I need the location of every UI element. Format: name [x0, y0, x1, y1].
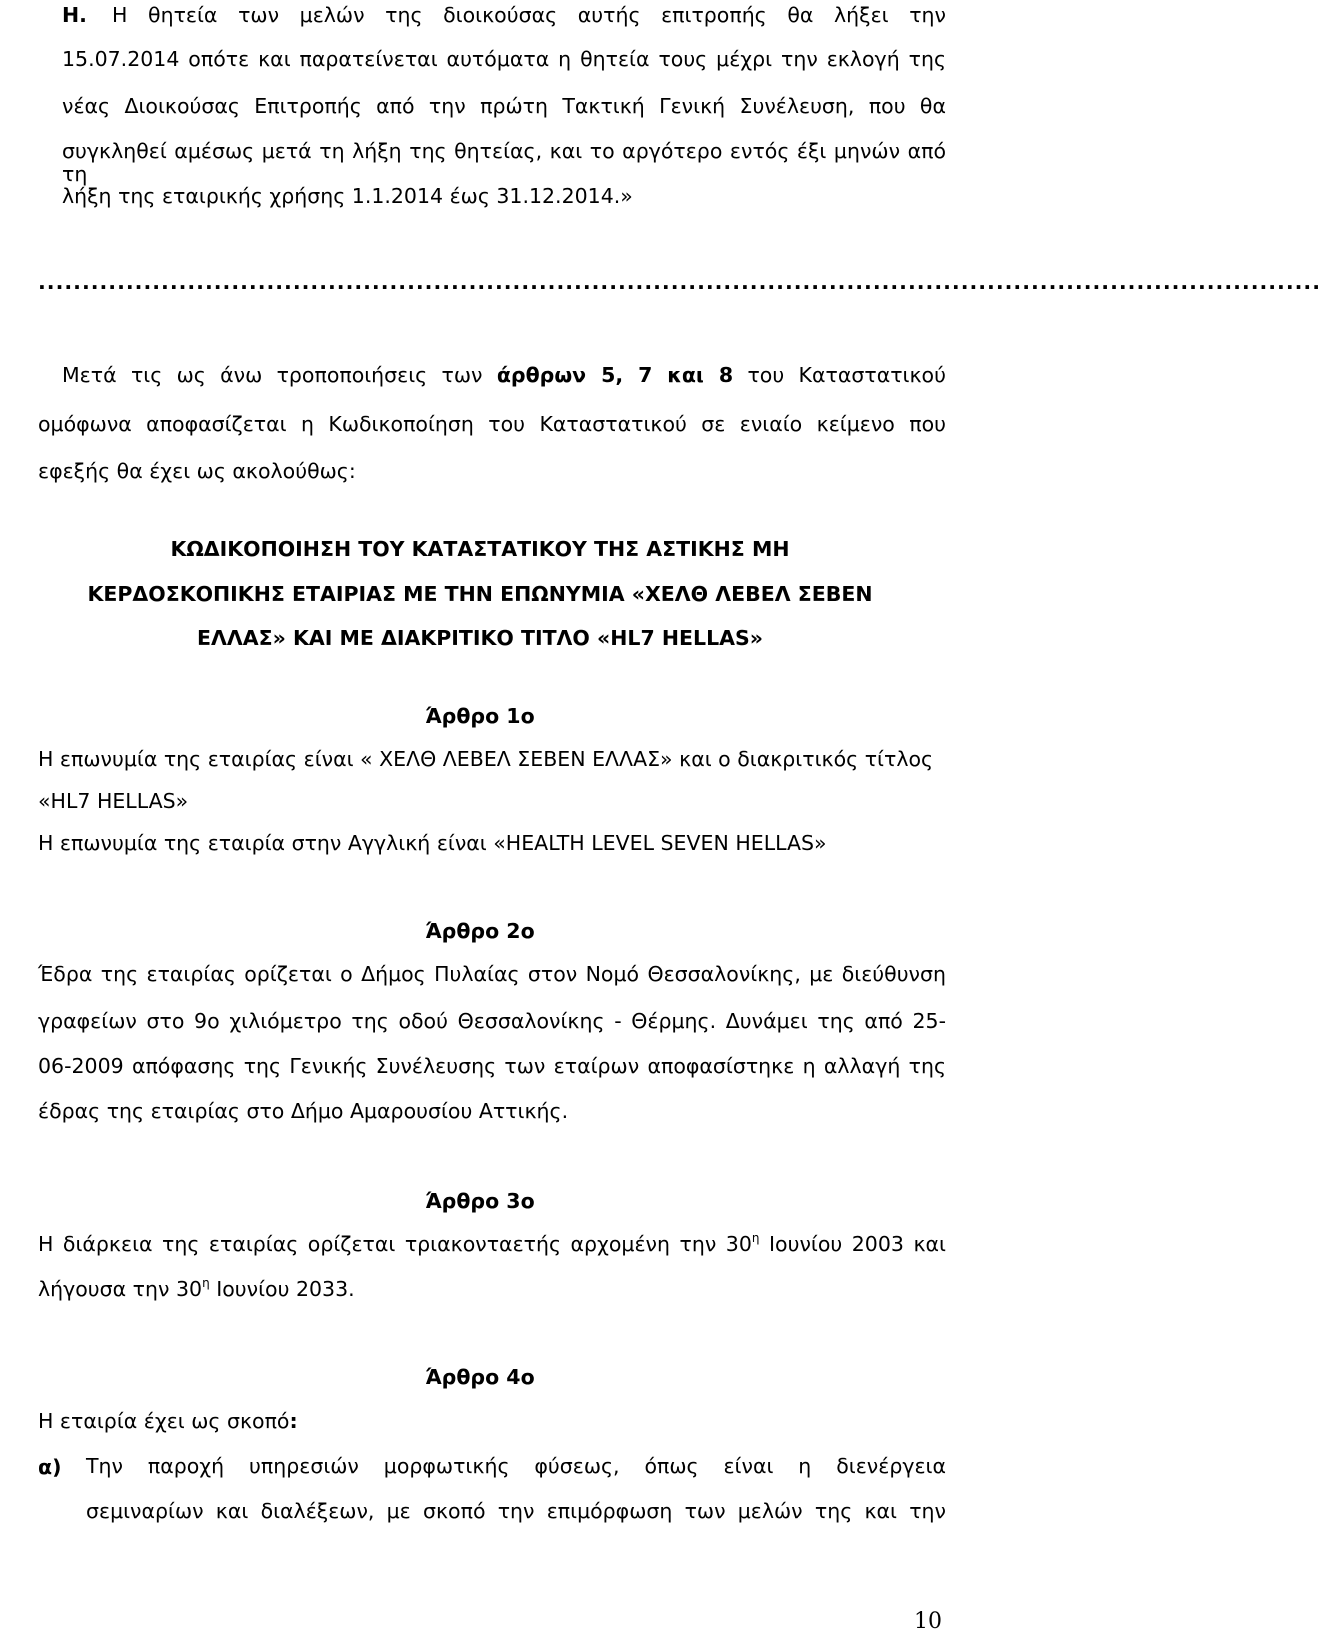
ordinal-superscript: η — [751, 1231, 760, 1245]
item-a-label: α) — [38, 1455, 62, 1479]
article-2-line-2: γραφείων στο 9ο χιλιόμετρο της οδού Θεσσαλονίκης - Θέρμης. Δυνάμει της από 25- — [38, 1009, 946, 1033]
intro-line-1: Μετά τις ως άνω τροποποιήσεις των άρθρων 5, 7 και 8 του Καταστατικού — [62, 363, 946, 387]
clause-label: Η. — [62, 3, 87, 27]
article-4-title: Άρθρο 4ο — [425, 1365, 535, 1389]
clause-line-2: 15.07.2014 οπότε και παρατείνεται αυτόματα η θητεία τους μέχρι την εκλογή της — [62, 47, 946, 71]
article-3-title: Άρθρο 3ο — [425, 1189, 535, 1213]
ordinal-superscript: η — [202, 1276, 210, 1290]
article-2-title: Άρθρο 2ο — [425, 919, 535, 943]
article-3-line-1: Η διάρκεια της εταιρίας ορίζεται τριακονταετής αρχομένη την $30^\eta$ Ιουνίου 2003 και — [38, 1231, 946, 1256]
intro-line-2: ομόφωνα αποφασίζεται η Κωδικοποίηση του Καταστατικού σε ενιαίο κείμενο που — [38, 412, 946, 436]
article-2-line-1: Έδρα της εταιρίας ορίζεται ο Δήμος Πυλαίας στον Νομό Θεσσαλονίκης, με διεύθυνση — [38, 962, 946, 986]
clause-line-5: λήξη της εταιρικής χρήσης 1.1.2014 έως 31.12.2014.» — [62, 184, 633, 208]
article-1-line-1: Η επωνυμία της εταιρίας είναι « ΧΕΛΘ ΛΕΒΕΛ ΣΕΒΕΝ ΕΛΛΑΣ» και ο διακριτικός τίτλος — [38, 747, 934, 771]
article-1-line-2: «HL7 HELLAS» — [38, 789, 189, 813]
heading-line-3: ΕΛΛΑΣ» ΚΑΙ ΜΕ ΔΙΑΚΡΙΤΙΚΟ ΤΙΤΛΟ «HL7 HELLAS» — [196, 626, 764, 650]
article-1-title: Άρθρο 1ο — [425, 704, 535, 728]
heading-line-2: ΚΕΡΔΟΣΚΟΠΙΚΗΣ ΕΤΑΙΡΙΑΣ ΜΕ ΤΗΝ ΕΠΩΝΥΜΙΑ «ΧΕΛΘ ΛΕΒΕΛ ΣΕΒΕΝ — [87, 582, 873, 606]
clause-line-3: νέας Διοικούσας Επιτροπής από την πρώτη Τακτική Γενική Συνέλευση, που θα — [62, 94, 946, 118]
article-1-line-3: Η επωνυμία της εταιρία στην Αγγλική είναι «HEALTH LEVEL SEVEN HELLAS» — [38, 831, 827, 855]
item-a-line-2: σεμιναρίων και διαλέξεων, με σκοπό την επιμόρφωση των μελών της και την — [86, 1499, 946, 1523]
articles-reference: άρθρων 5, 7 και 8 — [496, 363, 734, 387]
intro-line-3: εφεξής θα έχει ως ακολούθως: — [38, 459, 356, 483]
clause-line-1: Η θητεία των μελών της διοικούσας αυτής επιτροπής θα λήξει την — [112, 3, 946, 27]
heading-line-1: ΚΩΔΙΚΟΠΟΙΗΣΗ ΤΟΥ ΚΑΤΑΣΤΑΤΙΚΟΥ ΤΗΣ ΑΣΤΙΚΗΣ ΜΗ — [170, 537, 790, 561]
article-2-line-3: 06-2009 απόφασης της Γενικής Συνέλευσης των εταίρων αποφασίστηκε η αλλαγή της — [38, 1054, 946, 1078]
item-a-line-1: Την παροχή υπηρεσιών μορφωτικής φύσεως, όπως είναι η διενέργεια — [86, 1454, 946, 1478]
page-number: 10 — [914, 1609, 942, 1634]
article-4-line-1: Η εταιρία έχει ως σκοπό: — [38, 1409, 298, 1433]
separator-dots: .................................................................................................................................................. — [38, 270, 1321, 294]
article-2-line-4: έδρας της εταιρίας στο Δήμο Αμαρουσίου Αττικής. — [38, 1099, 569, 1123]
article-3-line-2: λήγουσα την $30^\eta$ Ιουνίου 2033. — [38, 1276, 355, 1301]
clause-line-4: συγκληθεί αμέσως μετά τη λήξη της θητείας, και το αργότερο εντός έξι μηνών από τη — [62, 139, 946, 186]
